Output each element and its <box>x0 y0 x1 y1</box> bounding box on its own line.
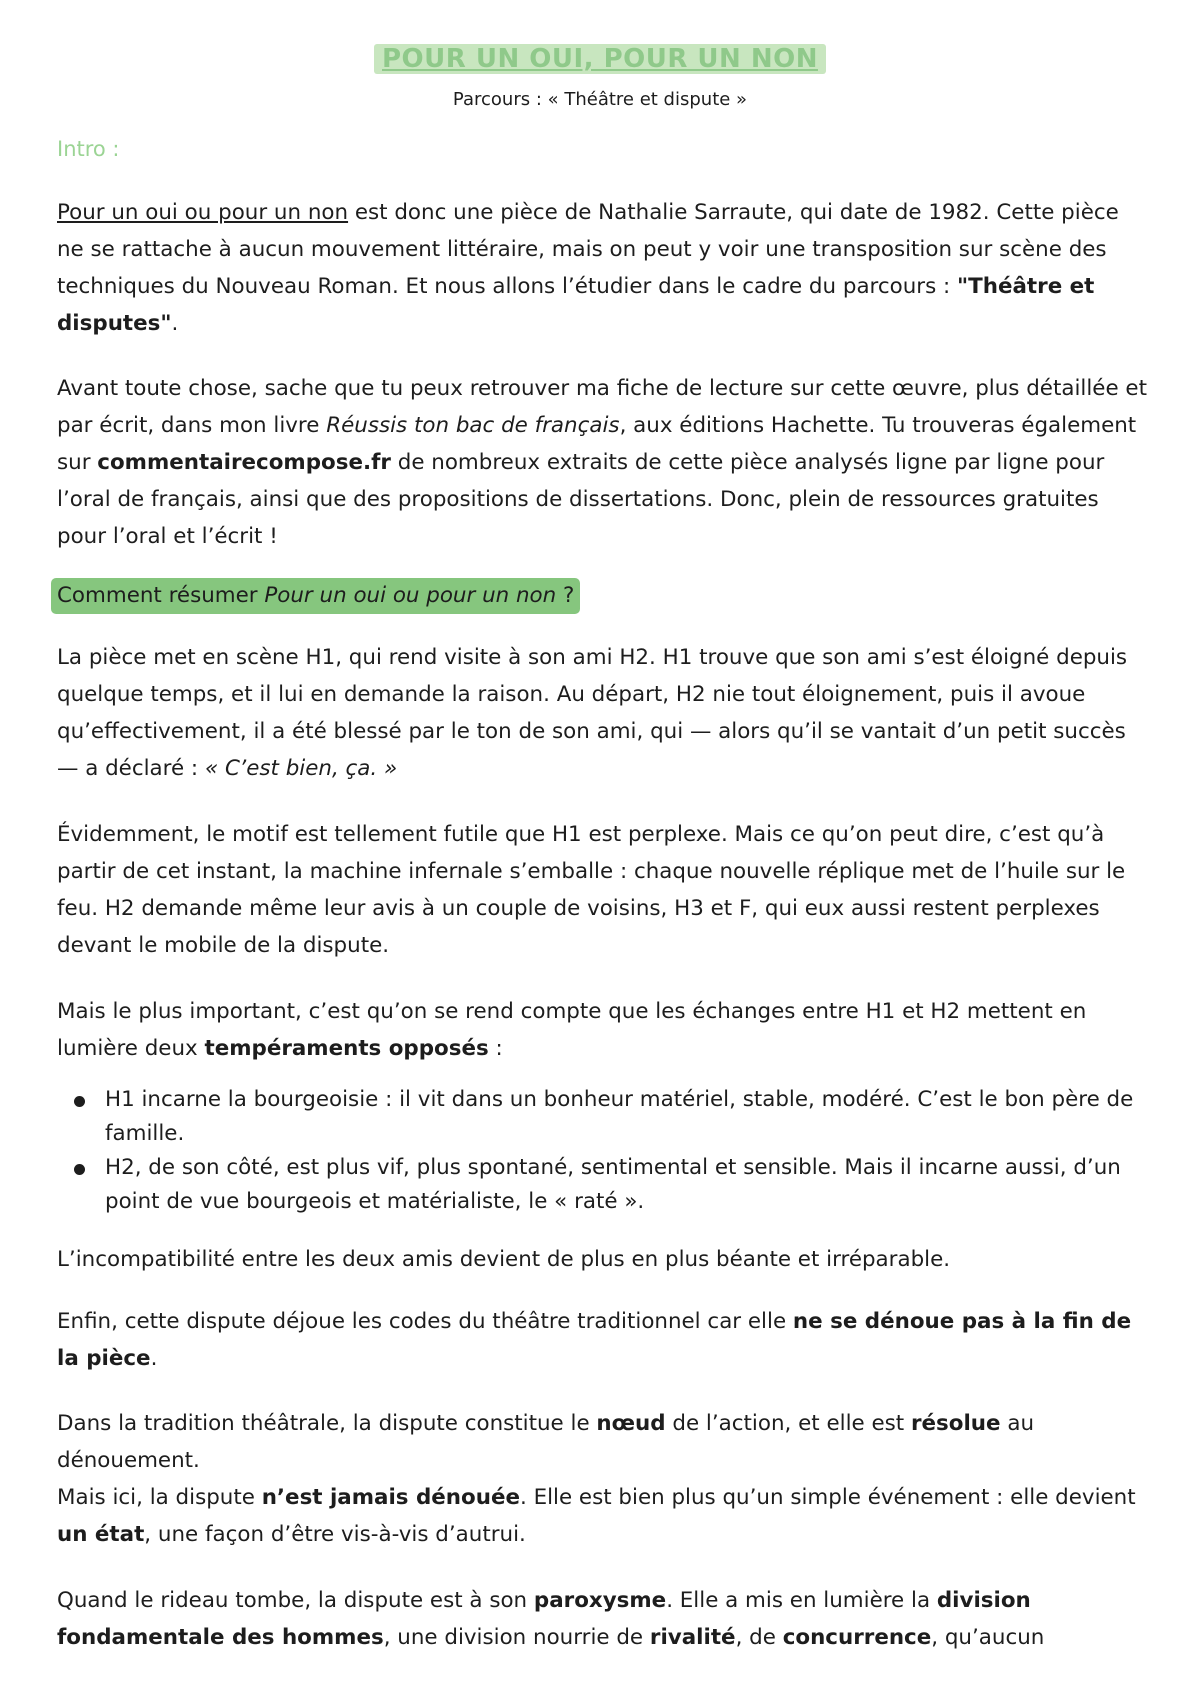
section-heading <box>51 578 580 614</box>
text-span: , aux éditions Hachette. Tu trouveras également sur <box>57 413 1137 475</box>
heading-italic: Pour un oui ou pour un non <box>264 583 557 608</box>
bold-span: tempéraments opposés <box>204 1036 489 1061</box>
bold-span: n’est jamais dénouée <box>261 1485 520 1510</box>
intro-label: Intro : <box>57 137 120 161</box>
text-span: , une façon d’être vis-à-vis d’autrui. <box>144 1522 526 1547</box>
bold-span: "Théâtre et disputes" <box>57 274 1095 336</box>
italic-span: « C’est bien, ça. » <box>204 756 398 781</box>
bold-span: ne se dénoue pas à la fin de la pièce <box>57 1309 1132 1371</box>
text-span: . <box>171 311 179 336</box>
list-item <box>57 1151 1147 1219</box>
bullet-list <box>57 1083 1147 1219</box>
text-span: Enfin, cette dispute déjoue les codes du théâtre traditionnel car elle <box>57 1309 793 1334</box>
paragraph-resources <box>57 370 1147 555</box>
paragraph-codes <box>57 1303 1147 1377</box>
bold-span: nœud <box>596 1411 666 1436</box>
heading-text: Comment résumer <box>57 583 265 608</box>
bullet-icon <box>74 1164 85 1175</box>
text-span: Mais le plus important, c’est qu’on se rend compte que les échanges entre H1 et H2 mettent en lumière deux <box>57 999 1087 1061</box>
text-span: : <box>488 1036 503 1061</box>
bold-span: commentairecompose.fr <box>97 450 391 475</box>
text-span: , de <box>735 1625 783 1650</box>
list-item <box>57 1083 1147 1151</box>
bold-span: paroxysme <box>533 1588 667 1613</box>
paragraph-motif: Évidemment, le motif est tellement futile que H1 est perplexe. Mais ce qu’on peut dire, c’est qu’à partir de cet instant, la machine infernale s’emballe : chaque nouvelle réplique met de l’huile sur le feu. H2 demande même leur avis à un couple de voisins, H3 et F, qui eux aussi restent perplexes devant le mobile de la dispute. <box>57 822 1126 958</box>
text-span: Avant toute chose, sache que tu peux retrouver ma fiche de lecture sur cette œuvre, plus détaillée et par écrit, dans mon livre <box>57 376 1147 438</box>
bold-span: rivalité <box>649 1625 736 1650</box>
title-wrap <box>0 44 1200 74</box>
heading-text: ? <box>556 583 575 608</box>
text-span: Dans la tradition théâtrale, la dispute constitue le <box>57 1411 597 1436</box>
text-span: . <box>150 1346 158 1371</box>
list-item-text: H1 incarne la bourgeoisie : il vit dans un bonheur matériel, stable, modéré. C’est le bon père de famille. <box>105 1087 1134 1146</box>
bullet-icon <box>74 1096 85 1107</box>
paragraph-summary <box>57 639 1147 787</box>
text-span: de l’action, et elle est <box>665 1411 911 1436</box>
paragraph-incompatibility: L’incompatibilité entre les deux amis devient de plus en plus béante et irréparable. <box>57 1247 951 1272</box>
document-title: POUR UN OUI, POUR UN NON <box>374 44 826 74</box>
italic-span: Réussis ton bac de français <box>326 413 620 438</box>
text-span: . Elle est bien plus qu’un simple événement : elle devient <box>519 1485 1136 1510</box>
document-subtitle: Parcours : « Théâtre et dispute » <box>452 89 748 110</box>
paragraph-temperaments <box>57 993 1147 1067</box>
bold-span: concurrence <box>782 1625 932 1650</box>
list-item-text: H2, de son côté, est plus vif, plus spontané, sentimental et sensible. Mais il incarne aussi, d’un point de vue bourgeois et matérialiste, le « raté ». <box>105 1155 1121 1214</box>
text-span: , une division nourrie de <box>383 1625 650 1650</box>
paragraph-paroxysm <box>57 1582 1147 1656</box>
text-span: est donc une pièce de Nathalie Sarraute, qui date de 1982. Cette pièce ne se rattache à aucun mouvement littéraire, mais on peut y voir une transposition sur scène des techniques du Nouveau Roman. Et nous allons l’étudier dans le cadre du parcours : <box>57 200 1119 299</box>
text-span: Quand le rideau tombe, la dispute est à son <box>57 1588 534 1613</box>
bold-span: division fondamentale des hommes <box>57 1588 1031 1650</box>
paragraph-tradition <box>57 1405 1147 1553</box>
play-title-link: Pour un oui ou pour un non <box>57 200 349 225</box>
text-span: . Elle a mis en lumière la <box>666 1588 937 1613</box>
text-span: La pièce met en scène H1, qui rend visite à son ami H2. H1 trouve que son ami s’est éloigné depuis quelque temps, et il lui en demande la raison. Au départ, H2 nie tout éloignement, puis il avoue qu’effectivement, il a été blessé par le ton de son ami, qui — alors qu’il se vantait d’un petit succès — a déclaré : <box>57 645 1128 781</box>
text-span: de nombreux extraits de cette pièce analysés ligne par ligne pour l’oral de français, ainsi que des propositions de dissertations. Donc, plein de ressources gratuites pour l’oral et l’écrit ! <box>57 450 1105 549</box>
text-span: Mais ici, la dispute <box>57 1485 262 1510</box>
bold-span: un état <box>57 1522 145 1547</box>
bold-span: résolue <box>910 1411 1001 1436</box>
text-span: au dénouement. <box>57 1411 1034 1473</box>
text-span: , qu’aucun <box>931 1625 1045 1650</box>
paragraph-intro <box>57 194 1147 342</box>
